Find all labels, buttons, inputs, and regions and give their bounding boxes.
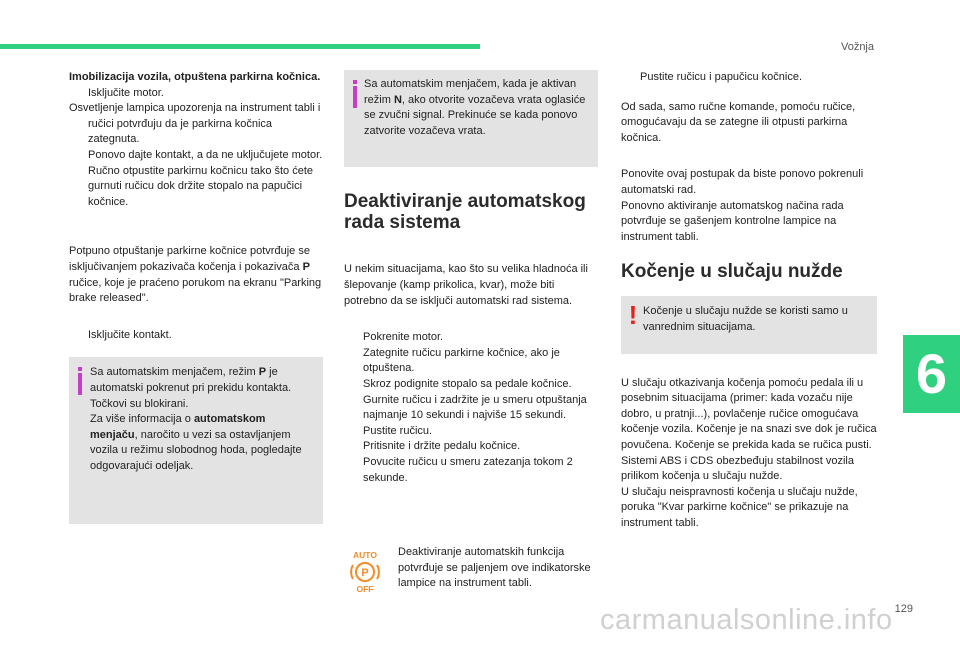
step-item: Pustite ručicu i papučicu kočnice. (640, 71, 803, 83)
abs-cds-paragraph: Sistemi ABS i CDS obezbeđuju stabilnost vozila prilikom kočenja u slučaju nužde. (621, 454, 854, 483)
step-item: Ponovo dajte kontakt, a da ne uključujete motor. (88, 148, 323, 161)
info-box-automatic-p: Sa automatskim menjačem, režim P je automatski pokrenut pri prekidu kontakta. Točkovi su blokirani. Za više informacija o automatskom menjaču, naročito u vezi sa ostavljanjem vozila u režimu slobodnog hoda, pogledajte odgovarajući odeljak. (69, 357, 323, 524)
emergency-braking-paragraph: U slučaju otkazivanja kočenja pomoću pedala ili u posebnim situacijama (primer: kada vozaču nije dobro, u pratnji...), povlačenje ručice omogućava kočenje vozila. Kočenje je na snazi sve dok je ručica povučena. Kočenje se prekida kada se ručica pusti. (621, 376, 877, 451)
info-box-automatic-n: Sa automatskim menjačem, kada je aktivan režim N, ako otvorite vozačeva vrata oglasiće se zvučni signal. Prekinuće se kada ponovo zatvorite vozačeva vrata. (344, 70, 598, 167)
info-icon (352, 80, 360, 108)
chapter-header-title: Vožnja (840, 41, 874, 53)
repeat-procedure-text: Ponovite ovaj postupak da biste ponovo pokrenuli automatski rad. (621, 168, 864, 196)
step-item: Pokrenite motor. (363, 331, 444, 344)
step-item: Povucite ručicu u smeru zatezanja tokom 2 sekunde. (363, 455, 573, 484)
fault-message-paragraph: U slučaju neispravnosti kočenja u slučaju nužde, poruka "Kvar parkirne kočnice" se prikazuje na instrument tabli. (621, 485, 858, 529)
release-confirmation-paragraph: Potpuno otpuštanje parkirne kočnice potvrđuje se isključivanjem pokazivača kočenja i pokazivača P ručice, koje je praćeno porukom na ekranu "Parking brake released". (69, 245, 322, 305)
warning-box-emergency: ! Kočenje u slučaju nužde se koristi samo u vanrednim situacijama. (621, 296, 877, 353)
immobilization-heading: Imobilizacija vozila, otpuštena parkirna kočnica. (69, 71, 321, 83)
step-item: Gurnite ručicu i zadržite je u smeru otpuštanja najmanje 10 sekundi i najviše 15 sekundi. (363, 393, 587, 422)
auto-icon-mid-label: P (361, 567, 369, 579)
info-icon (77, 367, 85, 395)
column-middle (344, 70, 598, 486)
auto-icon-top-label: AUTO (353, 550, 377, 560)
step-item: Ručno otpustite parkirnu kočnicu tako što ćete gurnuti ručicu dok držite stopalo na papučici kočnice. (88, 164, 314, 208)
section-title-deactivation: Deaktiviranje automatskog rada sistema (344, 191, 586, 234)
section-title-emergency-braking: Kočenje u slučaju nužde (621, 261, 843, 283)
auto-deactivation-note: Deaktiviranje automatskih funkcija potvrđuje se paljenjem ove indikatorske lampice na instrument tabli. (398, 546, 591, 590)
auto-p-off-icon (346, 550, 384, 594)
step-item: Isključite kontakt. (88, 328, 172, 341)
reactivation-text: Ponovno aktiviranje automatskog načina rada potvrđuje se gašenjem kontrolne lampice na instrument tabli. (621, 199, 844, 243)
chapter-number-tab: 6 (903, 335, 960, 413)
manual-controls-paragraph: Od sada, samo ručne komande, pomoću ručice, omogućavaju da se zategne ili otpusti parkirna kočnica. (621, 100, 856, 144)
step-item: Pustite ručicu. (363, 424, 433, 437)
watermark: carmanualsonline.info (600, 604, 893, 636)
step-item: Pritisnite i držite pedalu kočnice. (363, 440, 521, 453)
column-right (621, 70, 877, 531)
lamp-confirmation-text: Osvetljenje lampica upozorenja na instrument tabli i ručici potvrđuju da je parkirna kočnica zategnuta. (69, 102, 321, 146)
top-accent-bar (0, 44, 480, 49)
deactivation-intro: U nekim situacijama, kao što su velika hladnoća ili šlepovanje (kamp prikolica, kvar), može biti potrebno da se isključi automatski rad sistema. (344, 263, 588, 307)
page-number: 129 (894, 603, 913, 616)
warning-exclamation-icon: ! (628, 300, 638, 331)
step-item: Isključite motor. (88, 86, 164, 99)
step-item: Zategnite ručicu parkirne kočnice, ako je otpuštena. (363, 346, 560, 375)
auto-icon-bottom-label: OFF (356, 584, 374, 594)
column-left (69, 70, 323, 524)
step-item: Skroz podignite stopalo sa pedale kočnice. (363, 377, 572, 390)
